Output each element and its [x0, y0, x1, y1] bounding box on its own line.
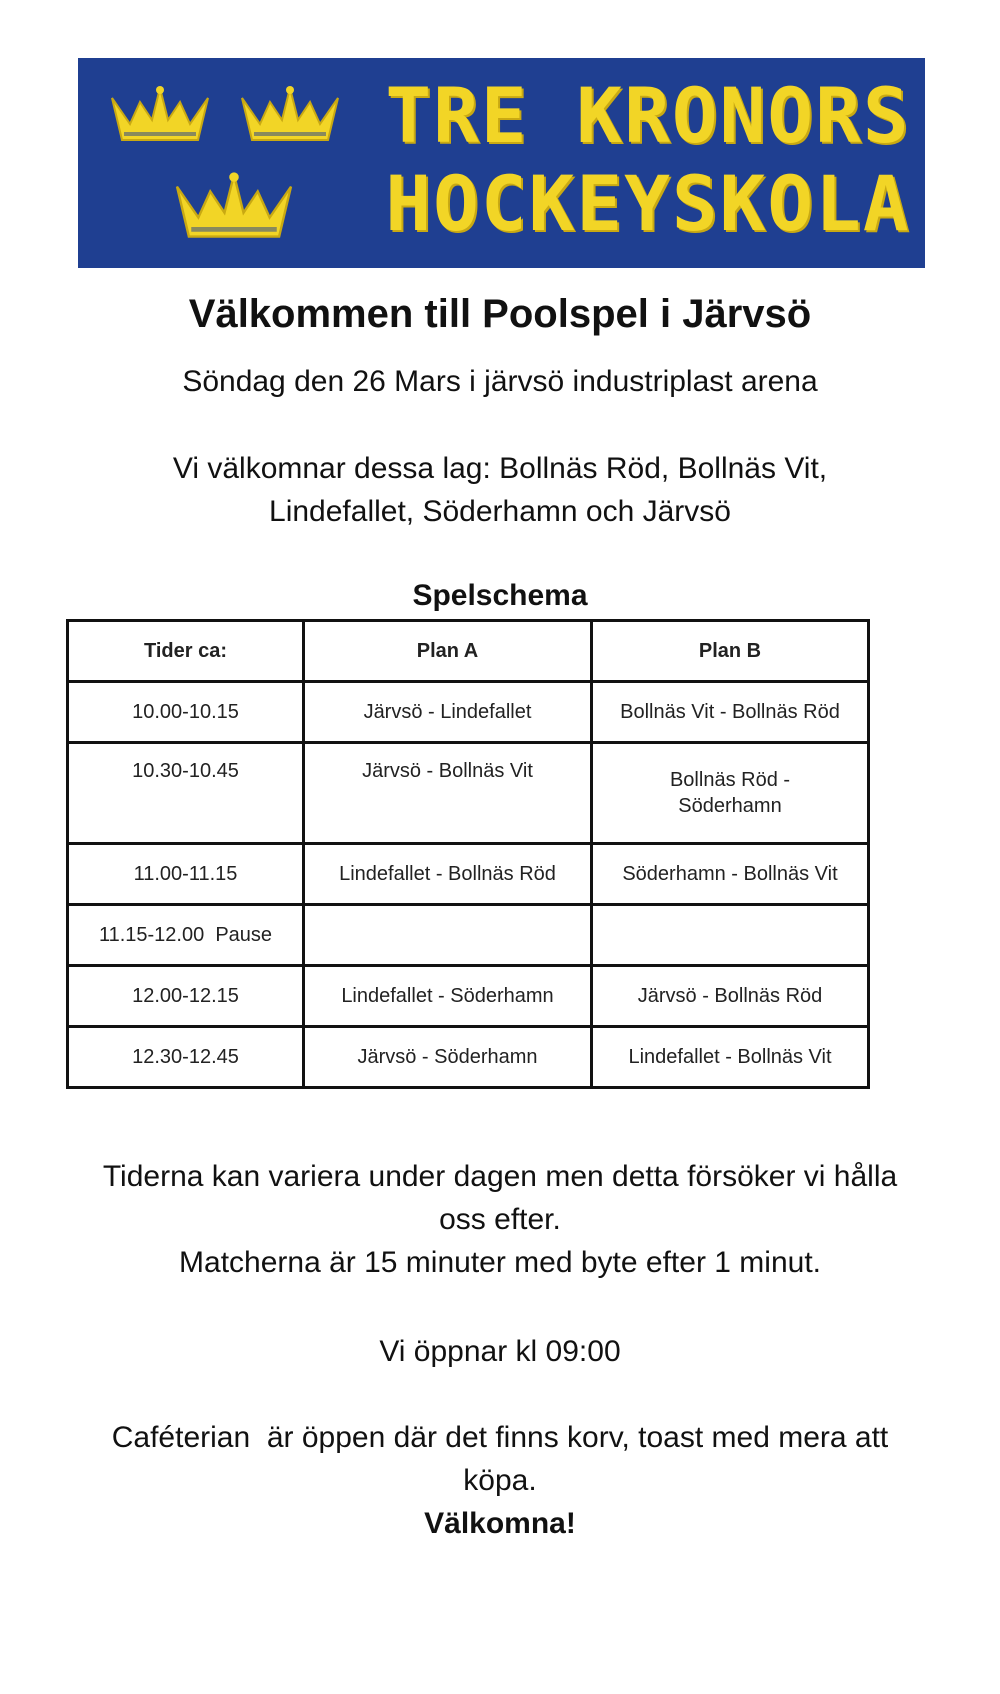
notes-line3: Matcherna är 15 minuter med byte efter 1 minut. [179, 1246, 821, 1279]
cafe-line1: Caféterian är öppen där det finns korv, toast med mera att [111, 1421, 889, 1454]
cell-plan-b: Lindefallet - Bollnäs Vit [592, 1027, 869, 1088]
table-row [68, 682, 869, 743]
cell-plan-b [592, 743, 869, 844]
banner-title-line2: HOCKEYSKOLA [385, 159, 911, 248]
table-row [68, 905, 869, 966]
table-row [68, 844, 869, 905]
crown-icon [108, 84, 212, 148]
crown-icon [238, 84, 342, 148]
schedule-title: Spelschema [412, 579, 588, 612]
cell-plan-a: Järvsö - Bollnäs Vit [304, 743, 592, 844]
teams-line1: Vi välkomnar dessa lag: Bollnäs Röd, Bollnäs Vit, [172, 452, 828, 485]
banner-title-line1: TRE KRONORS [385, 71, 911, 160]
cell-time: 10.30-10.45 [68, 743, 304, 844]
notes-line1: Tiderna kan variera under dagen men detta försöker vi hålla [102, 1160, 898, 1193]
banner [78, 58, 925, 268]
cafe-line2: köpa. [463, 1464, 537, 1497]
teams-paragraph [0, 447, 1000, 533]
banner-title [378, 72, 918, 248]
cell-plan-a: Järvsö - Söderhamn [304, 1027, 592, 1088]
event-subtitle: Söndag den 26 Mars i järvsö industriplast arena [182, 365, 818, 398]
cell-time: 12.30-12.45 [68, 1027, 304, 1088]
teams-line2: Lindefallet, Söderhamn och Järvsö [269, 495, 731, 528]
cell-plan-b [592, 905, 869, 966]
notes-paragraph [0, 1155, 1000, 1284]
crown-icon [170, 170, 298, 246]
cell-time: 10.00-10.15 [68, 682, 304, 743]
cell-time: 11.00-11.15 [68, 844, 304, 905]
table-row [68, 743, 869, 844]
table-row [68, 966, 869, 1027]
cell-time: 11.15-12.00 Pause [68, 905, 304, 966]
opening-time: Vi öppnar kl 09:00 [379, 1335, 621, 1368]
page-title: Välkommen till Poolspel i Järvsö [188, 292, 812, 336]
cell-plan-a [304, 905, 592, 966]
header-plan-b: Plan B [592, 621, 869, 682]
cell-plan-a: Lindefallet - Söderhamn [304, 966, 592, 1027]
closing-greeting: Välkomna! [424, 1507, 576, 1540]
cell-plan-b-text: Bollnäs Röd - Söderhamn [669, 769, 791, 817]
cell-time: 12.00-12.15 [68, 966, 304, 1027]
header-plan-a: Plan A [304, 621, 592, 682]
cell-plan-b: Söderhamn - Bollnäs Vit [592, 844, 869, 905]
table-header-row [68, 621, 869, 682]
cell-plan-a: Lindefallet - Bollnäs Röd [304, 844, 592, 905]
cafe-paragraph [0, 1416, 1000, 1502]
cell-plan-b: Bollnäs Vit - Bollnäs Röd [592, 682, 869, 743]
schedule-table [66, 619, 870, 1089]
cell-plan-a: Järvsö - Lindefallet [304, 682, 592, 743]
table-row [68, 1027, 869, 1088]
header-time: Tider ca: [68, 621, 304, 682]
cell-plan-b: Järvsö - Bollnäs Röd [592, 966, 869, 1027]
notes-line2: oss efter. [439, 1203, 561, 1236]
